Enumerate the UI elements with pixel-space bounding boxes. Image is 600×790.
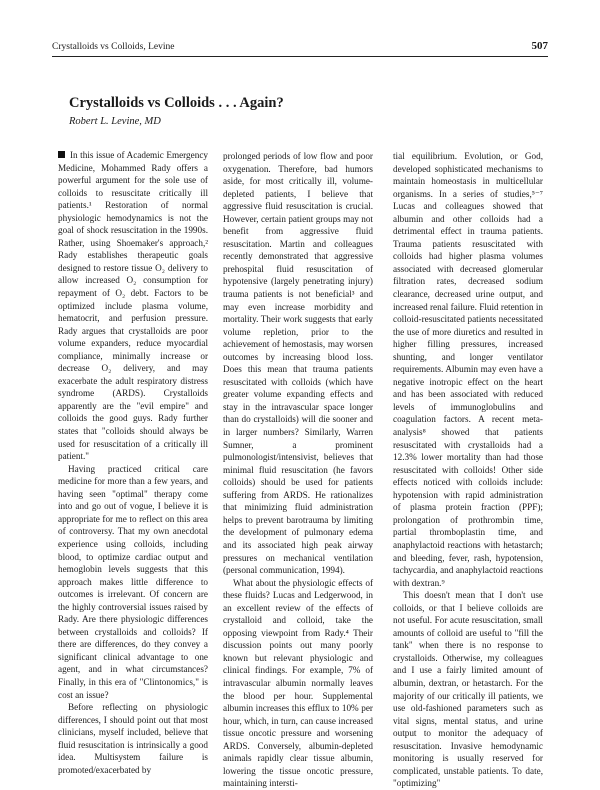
- article-title: Crystalloids vs Colloids . . . Again?: [69, 95, 284, 111]
- section-start-square-icon: [58, 151, 65, 158]
- running-head: [52, 40, 548, 57]
- text-column-1: [58, 149, 208, 776]
- paragraph-text: In this issue of Academic Emergency Medicine, Mohammed Rady offers a powerful argument for the sole use of colloids to resuscitate critically ill patients.¹ Restoration of normal physiologic hemodynamics is not the goal of shock resuscitation in the 1990s. Rather, using Shoemaker's approach,² Rady establishes therapeutic goals designed to restore tissue O₂ delivery to allow increased O₂ consumption for repayment of O₂ debt. Factors to be optimized include plasma volume, hematocrit, and perfusion pressure. Rady argues that crystalloids are poor volume expanders, reduce myocardial compliance, minimally increase or decrease O₂ delivery, and may exacerbate the adult respiratory distress syndrome (ARDS). Crystalloids apparently are the "evil empire" and colloids the good guys. Rady further states that "colloids should always be used for resuscitation of a critically ill patient.": [58, 150, 208, 462]
- page-number: 507: [531, 40, 548, 52]
- paragraph: tial equilibrium. Evolution, or God, developed sophisticated mechanisms to maintain homeostasis in multicellular organisms. In a series of studies,⁵⁻⁷ Lucas and colleagues showed that albumin and other colloids had a detrimental effect in trauma patients. Trauma patients resuscitated with colloids had higher plasma volumes associated with decreased glomerular filtration rates, decreased sodium clearance, decreased urine output, and increased renal failure. Fluid retention in colloid-resuscitated patients necessitated the use of more diuretics and resulted in higher filling pressures, increased shunting, and longer ventilator requirements. Albumin may even have a negative inotropic effect on the heart and has been associated with reduced levels of immunoglobulins and coagulation factors. A recent meta-analysis⁸ showed that patients resuscitated with crystalloids had a 12.3% lower mortality than had those resuscitated with colloids! Other side effects noticed with colloids include: hypotension with rapid administration of plasma protein fraction (PPF); prolongation of prothrombin time, partial thromboplastin time, and anaphylactoid reactions with hetastarch; and bleeding, fever, rash, hypotension, tachycardia, and anaphylactoid reactions with dextran.⁹: [393, 151, 544, 588]
- text-column-2: [223, 150, 373, 790]
- paragraph: What about the physiologic effects of these fluids? Lucas and Ledgerwood, in an excellent review of the effects of crystalloid and colloid, take the opposing viewpoint from Rady.⁴ Their discussion points out many poorly known but relevant physiologic and clinical findings. For example, 7% of intravascular albumin normally leaves the blood per hour. Supplemental albumin increases this efflux to 10% per hour, which, in turn, can cause increased tissue oncotic pressure and worsening ARDS. Conversely, albumin-depleted animals rapidly clear tissue albumin, lowering the tissue oncotic pressure, maintaining intersti-: [223, 577, 373, 789]
- paragraph: Having practiced critical care medicine for more than a few years, and having seen "optimal" therapy come into and go out of vogue, I believe it is appropriate for me to reflect on this area of controversy. That my own anecdotal experience using colloids, including blood, to optimize cardiac output and hemoglobin levels suggests that this approach makes little difference to outcomes is irrelevant. Of concern are the highly controversial issues raised by Rady. Are there physiologic differences between crystalloids and colloids? If there are differences, do they convey a significant clinical advantage to one agent, and in what circumstances? Finally, in this era of "Clintonomics," is cost an issue?: [58, 463, 208, 700]
- paragraph: [58, 149, 208, 463]
- author-byline: Robert L. Levine, MD: [69, 116, 161, 127]
- paragraph: This doesn't mean that I don't use colloids, or that I believe colloids are not useful. For acute resuscitation, small amounts of colloid are useful to "fill the tank" when there is no response to crystalloids. Otherwise, my colleagues and I use a fairly limited amount of albumin, dextran, or hetastarch. For the majority of our critically ill patients, we use old-fashioned parameters such as vital signs, mental status, and urine output to monitor the adequacy of resuscitation. Invasive hemodynamic monitoring is usually reserved for complicated, unstable patients. To date, "optimizing": [393, 590, 543, 789]
- running-head-title: Crystalloids vs Colloids, Levine: [52, 42, 175, 52]
- text-column-3: [393, 150, 543, 790]
- paragraph: Before reflecting on physiologic differences, I should point out that most clinicians, myself included, believe that fluid resuscitation is intrinsically a good idea. Multisystem failure is promoted/exacerbated by: [58, 702, 208, 775]
- paragraph: prolonged periods of low flow and poor oxygenation. Therefore, bad humors aside, for most critically ill, volume-depleted patients, I believe that aggressive fluid resuscitation is crucial. However, certain patient groups may not benefit from aggressive fluid resuscitation. Martin and colleagues recently demonstrated that aggressive prehospital fluid resuscitation of hypotensive (largely penetrating injury) trauma patients is not beneficial³ and may even increase morbidity and mortality. Their work suggests that early volume repletion, prior to the achievement of hemostasis, may worsen outcomes by increasing blood loss. Does this mean that trauma patients resuscitated with colloids (which have greater volume expanding effects and stay in the intravascular space longer than do crystalloids) will die sooner and in larger numbers? Similarly, Warren Sumner, a prominent pulmonologist/intensivist, believes that minimal fluid resuscitation (he favors colloids) should be used for patients suffering from ARDS. He rationalizes that minimizing fluid administration helps to prevent barotrauma by limiting the development of pulmonary edema and its associated high peak airway pressures on mechanical ventilation (personal communication, 1994).: [223, 151, 373, 576]
